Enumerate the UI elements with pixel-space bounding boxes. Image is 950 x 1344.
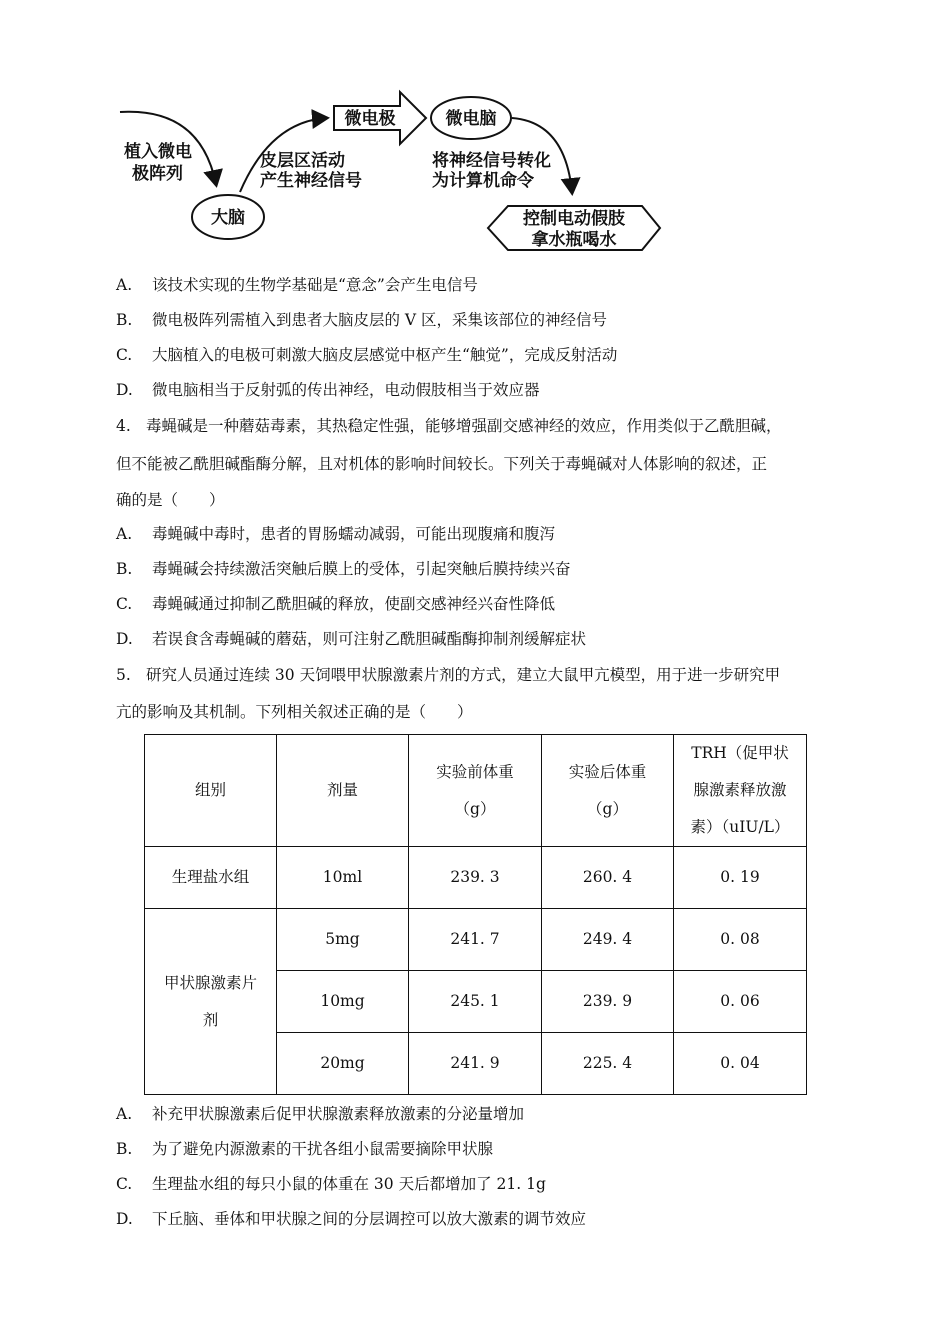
q3-option-b: B. 微电极阵列需植入到患者大脑皮层的 V 区，采集该部位的神经信号 [116,311,608,329]
saline-trh: 0. 19 [674,847,807,909]
table-row [145,847,807,909]
diagram-svg [110,82,670,260]
saline-dose: 10ml [277,847,409,909]
tablet-group: 甲状腺激素片 剂 [145,909,277,1095]
q4-stem-line1: 4. 毒蝇碱是一种蘑菇毒素，其热稳定性强，能够增强副交感神经的效应，作用类似于乙酰胆碱， [116,417,782,435]
header-before: 实验前体重 （g） [409,735,542,847]
convert-label-line1: 将神经信号转化 [432,151,551,171]
header-trh: TRH（促甲状 腺激素释放激 素）（uIU/L） [674,735,807,847]
tablet-dose: 10mg [277,971,409,1033]
tablet-before: 241. 7 [409,909,542,971]
prosthesis-label-line2: 拿水瓶喝水 [531,230,617,250]
q5-option-c: C. 生理盐水组的每只小鼠的体重在 30 天后都增加了 21. 1g [116,1175,546,1193]
header-group: 组别 [145,735,277,847]
tablet-dose: 20mg [277,1033,409,1095]
saline-after: 260. 4 [542,847,674,909]
q3-option-d: D. 微电脑相当于反射弧的传出神经，电动假肢相当于效应器 [116,381,540,399]
microelectrode-label: 微电极 [344,109,396,129]
q4-option-b: B. 毒蝇碱会持续激活突触后膜上的受体，引起突触后膜持续兴奋 [116,560,571,578]
header-dose: 剂量 [277,735,409,847]
prosthesis-label-line1: 控制电动假肢 [523,209,625,229]
saline-before: 239. 3 [409,847,542,909]
q5-option-b: B. 为了避免内源激素的干扰各组小鼠需要摘除甲状腺 [116,1140,494,1158]
table-header-row [145,735,807,847]
header-after: 实验后体重 （g） [542,735,674,847]
bci-flow-diagram [110,82,670,260]
tablet-trh: 0. 06 [674,971,807,1033]
tablet-before: 241. 9 [409,1033,542,1095]
tablet-after: 225. 4 [542,1033,674,1095]
tablet-after: 249. 4 [542,909,674,971]
q4-option-d: D. 若误食含毒蝇碱的蘑菇，则可注射乙酰胆碱酯酶抑制剂缓解症状 [116,630,587,648]
q5-stem-line1: 5. 研究人员通过连续 30 天饲喂甲状腺激素片剂的方式，建立大鼠甲亢模型，用于进一步研究甲 [116,666,781,684]
saline-group: 生理盐水组 [145,847,277,909]
brain-label: 大脑 [211,208,245,228]
table-row [145,909,807,971]
cortex-label-line1: 皮层区活动 [260,151,345,171]
q3-option-c: C. 大脑植入的电极可刺激大脑皮层感觉中枢产生“触觉”，完成反射活动 [116,346,618,364]
q4-option-c: C. 毒蝇碱通过抑制乙酰胆碱的释放，使副交感神经兴奋性降低 [116,595,556,613]
tablet-dose: 5mg [277,909,409,971]
tablet-trh: 0. 04 [674,1033,807,1095]
q4-option-a: A. 毒蝇碱中毒时，患者的胃肠蠕动减弱，可能出现腹痛和腹泻 [116,525,556,543]
tablet-trh: 0. 08 [674,909,807,971]
q5-option-a: A. 补充甲状腺激素后促甲状腺激素释放激素的分泌量增加 [116,1105,525,1123]
microbrain-label: 微电脑 [445,109,497,129]
convert-label-line2: 为计算机命令 [432,171,534,191]
q5-data-table [144,734,807,1095]
tablet-before: 245. 1 [409,971,542,1033]
tablet-after: 239. 9 [542,971,674,1033]
q4-stem-line3: 确的是（ ） [116,491,225,509]
implant-label-line1: 植入微电 [124,142,192,162]
cortex-label-line2: 产生神经信号 [260,171,362,191]
q3-option-a: A. 该技术实现的生物学基础是“意念”会产生电信号 [116,276,478,294]
q4-stem-line2: 但不能被乙酰胆碱酯酶分解，且对机体的影响时间较长。下列关于毒蝇碱对人体影响的叙述，正 [116,455,768,473]
q5-stem-line2: 亢的影响及其机制。下列相关叙述正确的是（ ） [116,703,473,721]
implant-label-line2: 极阵列 [132,164,183,184]
q5-option-d: D. 下丘脑、垂体和甲状腺之间的分层调控可以放大激素的调节效应 [116,1210,587,1228]
